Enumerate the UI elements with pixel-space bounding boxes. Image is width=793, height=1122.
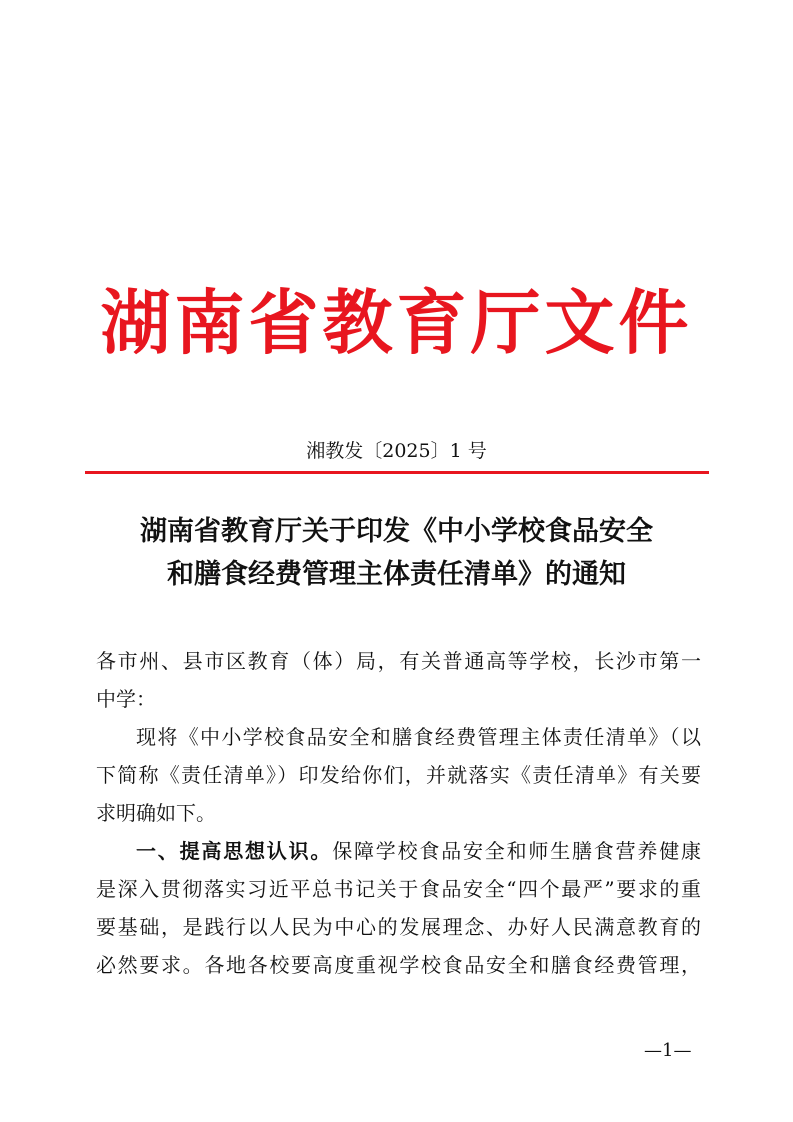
salutation bbox=[96, 642, 701, 718]
paragraph-intro-line-2: 下简称《责任清单》）印发给你们，并就落实《责任清单》有关要 bbox=[96, 763, 701, 787]
section-1-line-2: 是深入贯彻落实习近平总书记关于食品安全“四个最严”要求的重 bbox=[96, 877, 701, 901]
section-1-line-1-text: 保障学校食品安全和师生膳食营养健康 bbox=[332, 839, 702, 863]
section-1 bbox=[96, 832, 701, 984]
section-1-line-4: 必然要求。各地各校要高度重视学校食品安全和膳食经费管理， bbox=[96, 953, 701, 977]
page-number: —1— bbox=[644, 1040, 692, 1061]
section-1-line-1 bbox=[96, 832, 701, 870]
red-divider-line bbox=[85, 471, 709, 474]
salutation-line-1: 各市州、县市区教育（体）局，有关普通高等学校，长沙市第一 bbox=[96, 649, 701, 673]
document-title-line-2: 和膳食经费管理主体责任清单》的通知 bbox=[167, 559, 626, 590]
paragraph-intro bbox=[96, 718, 701, 832]
paragraph-intro-line-3: 求明确如下。 bbox=[96, 801, 216, 825]
masthead-title: 湖南省教育厅文件 bbox=[100, 281, 693, 364]
document-number: 湘教发〔2025〕1 号 bbox=[306, 440, 487, 462]
document-body bbox=[96, 642, 701, 984]
section-1-line-3: 要基础，是践行以人民为中心的发展理念、办好人民满意教育的 bbox=[96, 915, 701, 939]
paragraph-intro-line-1: 现将《中小学校食品安全和膳食经费管理主体责任清单》（以 bbox=[136, 725, 701, 749]
section-1-heading: 一、提高思想认识。 bbox=[136, 839, 333, 863]
salutation-line-2: 中学： bbox=[96, 687, 156, 711]
document-title-line-1: 湖南省教育厅关于印发《中小学校食品安全 bbox=[140, 516, 653, 547]
document-title bbox=[60, 510, 733, 596]
